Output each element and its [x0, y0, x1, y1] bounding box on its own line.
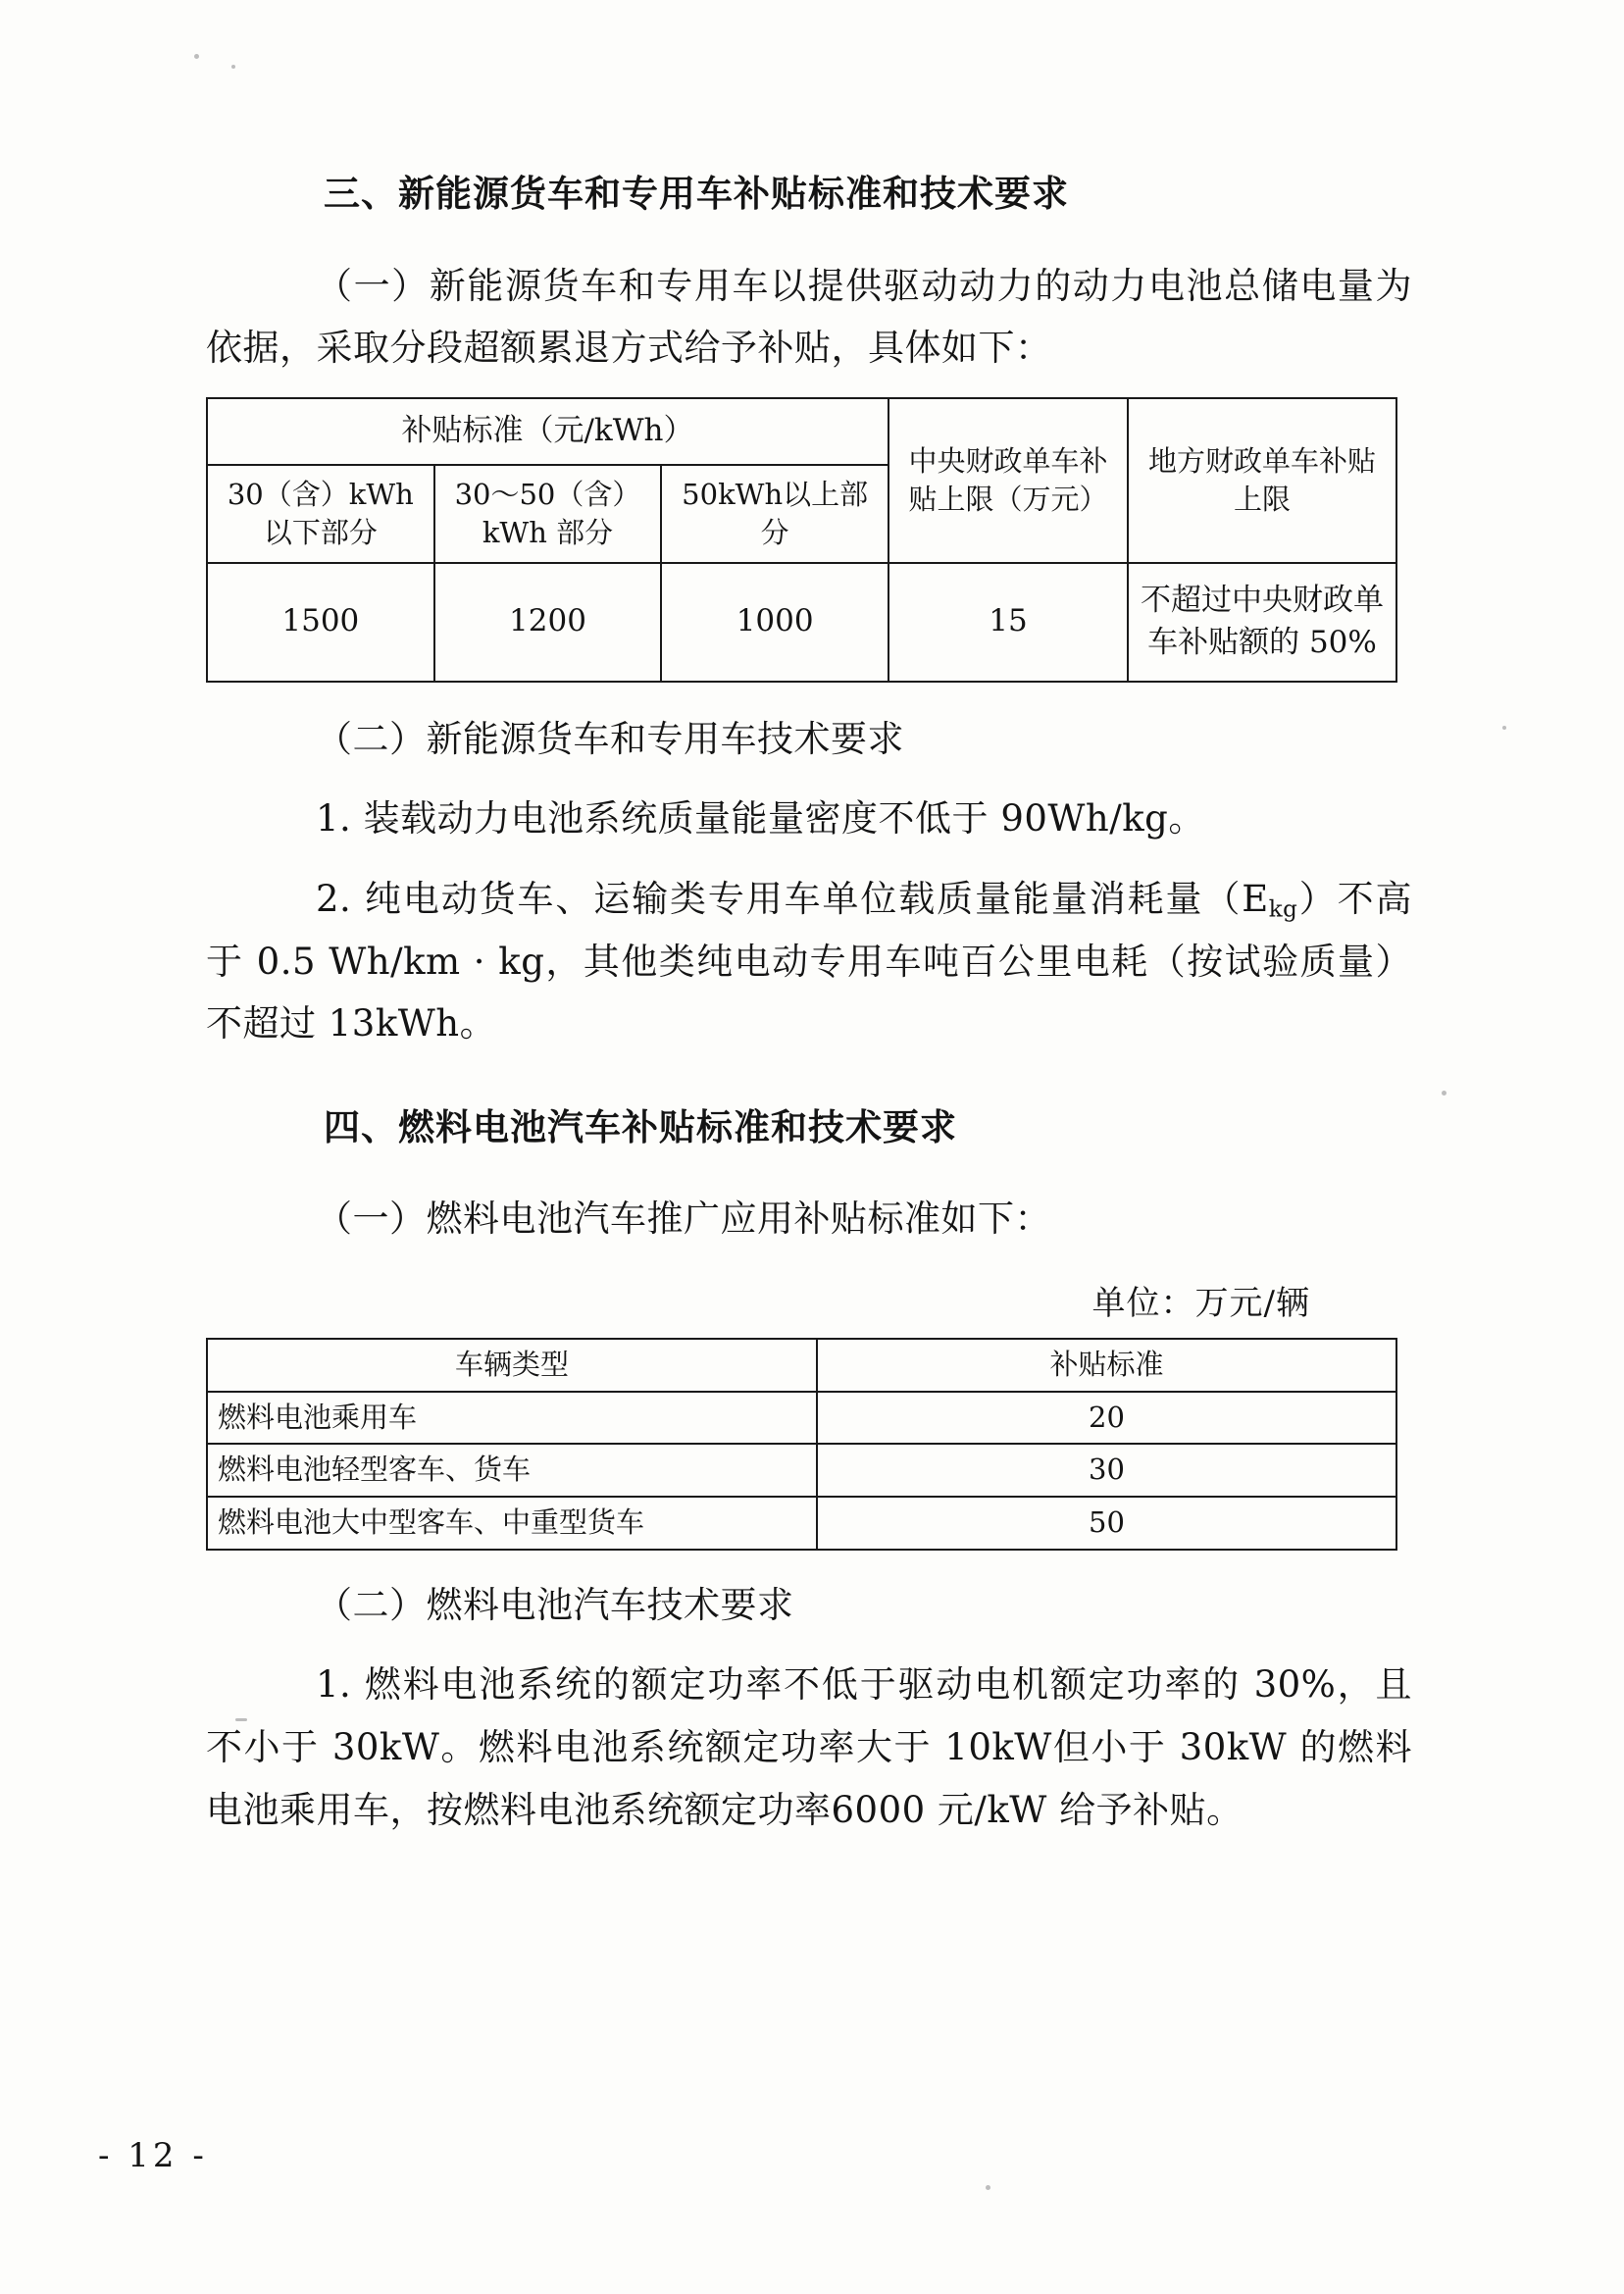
tech-req-2-body: 1. 燃料电池系统的额定功率不低于驱动电机额定功率的 30%，且不小于 30kW。燃料电池系统额定功率大于 10kW但小于 30kW 的燃料电池乘用车，按燃料电池系统额定功率6000 元/kW 给予补贴。	[206, 1663, 1412, 1831]
subsidy-standard-table-wrapper	[206, 397, 1412, 683]
header-above-50kwh: 50kWh以上部分	[661, 465, 888, 563]
header-30-50kwh: 30～50（含）kWh 部分	[434, 465, 662, 563]
page-number: - 12 -	[98, 2136, 208, 2175]
header-vehicle-type: 车辆类型	[207, 1339, 817, 1392]
table-row	[207, 1392, 1396, 1445]
cell-vehicle-type-passenger: 燃料电池乘用车	[207, 1392, 817, 1445]
section-heading-4: 四、燃料电池汽车补贴标准和技术要求	[324, 1104, 957, 1148]
fuel-cell-subsidy-table	[206, 1338, 1397, 1551]
cell-subsidy-light-bus-truck: 30	[817, 1444, 1396, 1497]
cell-vehicle-type-large-bus-heavy-truck: 燃料电池大中型客车、中重型货车	[207, 1497, 817, 1550]
header-local-cap: 地方财政单车补贴上限	[1128, 398, 1396, 563]
tech-req-1-item-1: 1. 装载动力电池系统质量能量密度不低于 90Wh/kg。	[316, 797, 1205, 841]
cell-value-15: 15	[888, 563, 1128, 682]
tech-req-1-item-2-part-a: 2. 纯电动货车、运输类专用车单位载质量能量消耗量（E	[316, 877, 1269, 920]
scan-speck	[986, 2185, 990, 2190]
cell-value-1200: 1200	[434, 563, 662, 682]
header-subsidy-standard: 补贴标准	[817, 1339, 1396, 1392]
cell-value-local-cap: 不超过中央财政单车补贴额的 50%	[1128, 563, 1396, 682]
subsidy-standard-table	[206, 397, 1397, 683]
tech-req-1-title: （二）新能源货车和专用车技术要求	[316, 717, 904, 760]
table-row-header-top	[207, 398, 1396, 465]
document-body	[206, 167, 1412, 1859]
scan-speck	[194, 54, 199, 59]
header-central-cap: 中央财政单车补贴上限（万元）	[888, 398, 1128, 563]
tech-req-1-item-2-part-b: ）不高于 0.5 Wh/km · kg，其他类纯电动专用车吨百公里电耗（按试验质量）不超过 13kWh。	[206, 877, 1413, 1045]
table-row	[207, 1444, 1396, 1497]
paragraph-3-1: （一）新能源货车和专用车以提供驱动动力的动力电池总储电量为依据，采取分段超额累退方式给予补贴，具体如下：	[206, 264, 1412, 370]
tech-req-2-title: （二）燃料电池汽车技术要求	[316, 1583, 794, 1626]
section-heading-3: 三、新能源货车和专用车补贴标准和技术要求	[324, 172, 1069, 215]
cell-subsidy-passenger: 20	[817, 1392, 1396, 1445]
unit-label: 单位：万元/辆	[1091, 1283, 1310, 1323]
tech-req-1-item-2-subscript: kg	[1268, 896, 1298, 923]
table-row-header	[207, 1339, 1396, 1392]
table-row	[207, 1497, 1396, 1550]
scan-speck	[231, 65, 235, 69]
section-4-intro: （一）燃料电池汽车推广应用补贴标准如下：	[316, 1198, 1051, 1241]
header-group-subsidy-standard: 补贴标准（元/kWh）	[207, 398, 888, 465]
tech-req-1-item-2	[206, 868, 1412, 1055]
scan-speck	[1502, 726, 1506, 730]
cell-vehicle-type-light-bus-truck: 燃料电池轻型客车、货车	[207, 1444, 817, 1497]
fuel-cell-subsidy-table-wrapper	[206, 1338, 1412, 1551]
cell-subsidy-large-bus-heavy-truck: 50	[817, 1497, 1396, 1550]
cell-value-1000: 1000	[661, 563, 888, 682]
table-row	[207, 563, 1396, 682]
scan-speck	[1442, 1091, 1446, 1096]
header-below-30kwh: 30（含）kWh以下部分	[207, 465, 434, 563]
cell-value-1500: 1500	[207, 563, 434, 682]
